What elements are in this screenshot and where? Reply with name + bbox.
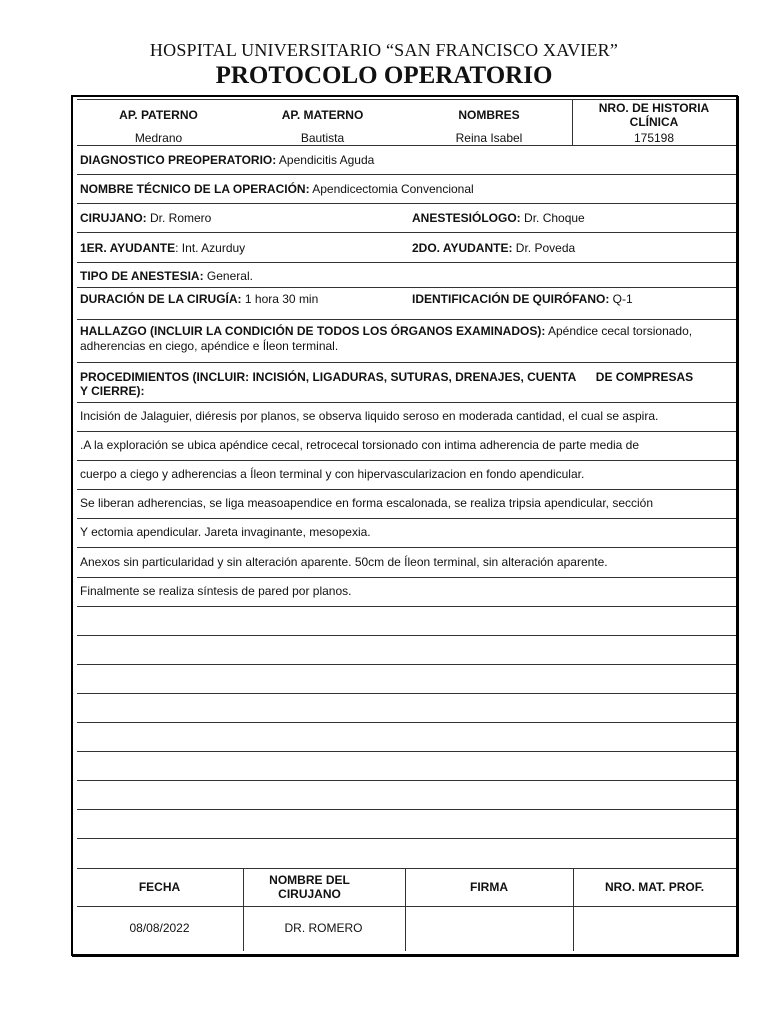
procedure-line-text: Se liberan adherencias, se liga measoapendice en forma escalonada, se realiza tripsia apendicular, sección (80, 496, 654, 511)
procedure-line-text: Y ectomia apendicular. Jareta invaginante, mesopexia. (80, 525, 371, 540)
procedure-line-row (77, 723, 736, 752)
label-ap-materno: AP. MATERNO (281, 108, 364, 122)
tipo-anestesia-label: TIPO DE ANESTESIA: (80, 269, 204, 283)
label-nro-historia: NRO. DE HISTORIA CLÍNICA (598, 101, 710, 129)
label-nro-mat-prof: NRO. MAT. PROF. (604, 880, 705, 894)
cirujano-label: CIRUJANO: (80, 211, 147, 225)
procedure-line-row (77, 752, 736, 781)
label-nombres: NOMBRES (458, 108, 520, 122)
procedure-line-text: Anexos sin particularidad y sin alteración aparente. 50cm de Íleon terminal, sin alteración aparente. (80, 554, 608, 569)
anestesiologo-label: ANESTESIÓLOGO: (412, 211, 521, 225)
hallazgo-value-line2: adherencias en ciego, apéndice e Íleon terminal. (80, 339, 339, 353)
duracion-value: 1 hora 30 min (241, 292, 319, 306)
footer-divider-3 (573, 869, 574, 951)
cirujano-value: Dr. Romero (146, 211, 212, 225)
procedure-line-row (77, 665, 736, 694)
nombre-tecnico-value: Apendicectomia Convencional (309, 182, 474, 196)
nombre-tecnico-label: NOMBRE TÉCNICO DE LA OPERACIÓN: (80, 182, 310, 196)
procedure-line-row (77, 607, 736, 636)
label-fecha: FECHA (138, 880, 181, 894)
hallazgo-value-line1: Apéndice cecal torsionado, (545, 324, 693, 338)
duracion-row (77, 288, 736, 320)
procedure-line-row (77, 549, 736, 578)
procedure-line-row (77, 461, 736, 490)
procedimientos-label-line2: Y CIERRE): (80, 384, 145, 398)
ayudante2-value: Dr. Poveda (512, 241, 576, 255)
procedure-line-row (77, 781, 736, 810)
patient-divider (572, 100, 573, 146)
nombre-tecnico-row (77, 175, 736, 204)
tipo-anestesia-row (77, 263, 736, 288)
procedure-line-row (77, 490, 736, 519)
procedure-line-text: Finalmente se realiza síntesis de pared por planos. (80, 583, 352, 598)
label-ap-paterno: AP. PATERNO (119, 108, 198, 122)
document-title: PROTOCOLO OPERATORIO (215, 62, 553, 89)
procedure-line-text: cuerpo a ciego y adherencias a Íleon terminal y con hipervascularizacion en fondo apendicular. (80, 467, 585, 482)
procedure-line-text: Incisión de Jalaguier, diéresis por planos, se observa liquido seroso en moderada cantidad, el cual se aspira. (80, 409, 659, 423)
patient-header-row (77, 99, 736, 146)
procedure-line-row (77, 810, 736, 839)
procedure-line-row (77, 840, 736, 869)
diagnostico-value: Apendicitis Aguda (276, 153, 375, 167)
value-nro-historia: 175198 (633, 131, 675, 145)
diagnostico-label: DIAGNOSTICO PREOPERATORIO: (80, 153, 277, 167)
hallazgo-label: HALLAZGO (INCLUIR LA CONDICIÓN DE TODOS LOS ÓRGANOS EXAMINADOS): (80, 324, 546, 338)
ayudantes-row (77, 233, 736, 263)
tipo-anestesia-value: General. (203, 269, 253, 283)
quirofano-value: Q-1 (609, 292, 633, 306)
label-nombre-cirujano: NOMBRE DEL CIRUJANO (269, 873, 350, 901)
value-fecha: 08/08/2022 (129, 921, 190, 935)
hallazgo-row (77, 320, 736, 363)
footer-values-row (77, 907, 736, 951)
value-nombres: Reina Isabel (455, 131, 523, 145)
procedure-line-text: .A la exploración se ubica apéndice cecal, retrocecal torsionado con intima adherencia de parte media de (80, 438, 640, 453)
procedure-line-row (77, 636, 736, 665)
cirujano-row (77, 204, 736, 233)
value-ap-paterno: Medrano (134, 131, 183, 145)
duracion-label: DURACIÓN DE LA CIRUGÍA: (80, 292, 242, 306)
diagnostico-row (77, 146, 736, 175)
hospital-name: HOSPITAL UNIVERSITARIO “SAN FRANCISCO XAVIER” (149, 40, 619, 60)
ayudante1-label: 1ER. AYUDANTE (80, 241, 176, 255)
procedure-line-row (77, 432, 736, 461)
footer-divider-1 (243, 869, 244, 951)
ayudante1-value: : Int. Azurduy (175, 241, 246, 255)
procedure-line-row (77, 694, 736, 723)
procedimientos-row (77, 363, 736, 403)
ayudante2-label: 2DO. AYUDANTE: (412, 241, 513, 255)
anestesiologo-value: Dr. Choque (520, 211, 585, 225)
procedure-line-row (77, 578, 736, 607)
procedure-line-row (77, 519, 736, 548)
quirofano-label: IDENTIFICACIÓN DE QUIRÓFANO: (412, 292, 610, 306)
value-ap-materno: Bautista (300, 131, 345, 145)
procedimientos-label-line1: PROCEDIMIENTOS (INCLUIR: INCISIÓN, LIGADURAS, SUTURAS, DRENAJES, CUENTA DE COMPRESAS (80, 370, 694, 384)
value-nombre-cirujano: DR. ROMERO (284, 921, 363, 935)
footer-header-row (77, 869, 736, 907)
footer-divider-2 (405, 869, 406, 951)
procedure-line-row (77, 403, 736, 432)
label-firma: FIRMA (470, 880, 508, 894)
